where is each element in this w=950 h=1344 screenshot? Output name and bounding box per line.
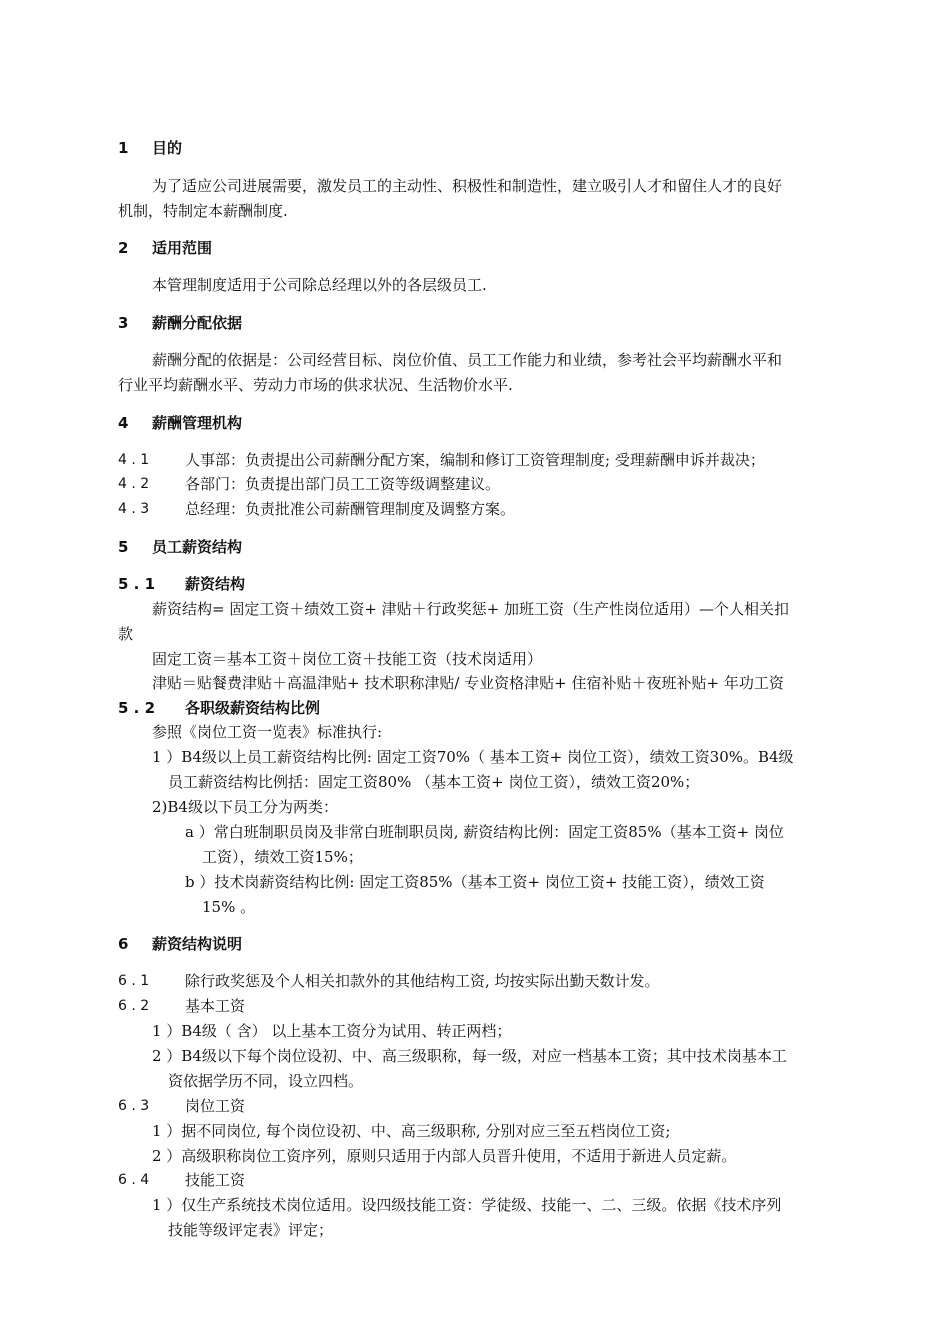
section-3-title: 薪酬分配依据	[152, 314, 243, 332]
formula-line: 固定工资＝基本工资＋岗位工资＋技能工资（技术岗适用）	[152, 650, 543, 668]
list-item: 1 ）B4级（ 含） 以上基本工资分为试用、转正两档；	[152, 1022, 512, 1040]
list-item: 除行政奖惩及个人相关扣款外的其他结构工资, 均按实际出勤天数计发。	[185, 972, 660, 990]
section-6-title: 薪资结构说明	[152, 935, 243, 953]
paragraph: 为了适应公司进展需要，激发员工的主动性、积极性和制造性，建立吸引人才和留住人才的良好	[152, 177, 783, 195]
list-item: 岗位工资	[185, 1097, 246, 1115]
paragraph: 本管理制度适用于公司除总经理以外的各层级员工.	[152, 276, 487, 294]
list-item: 资依据学历不同，设立四档。	[168, 1072, 364, 1090]
subsection-5-2-number: 5 . 2	[118, 699, 156, 717]
paragraph: 15% 。	[202, 898, 256, 916]
item-number: 6 . 3	[118, 1098, 150, 1114]
section-5-title: 员工薪资结构	[152, 538, 243, 556]
section-2-number: 2	[118, 239, 129, 257]
section-6-number: 6	[118, 935, 129, 953]
list-item: 2 ）高级职称岗位工资序列，原则只适用于内部人员晋升使用，不适用于新进人员定薪。	[152, 1147, 737, 1165]
subsection-5-2-title: 各职级薪资结构比例	[185, 699, 321, 717]
section-5-number: 5	[118, 538, 129, 556]
paragraph: 参照《岗位工资一览表》标准执行:	[152, 723, 383, 741]
list-item: 技能等级评定表》评定；	[168, 1221, 334, 1239]
list-item: 2 ）B4级以下每个岗位设初、中、高三级职称，每一级，对应一档基本工资；其中技术岗基本工	[152, 1047, 787, 1065]
item-number: 6 . 4	[118, 1172, 150, 1188]
paragraph: 薪酬分配的依据是：公司经营目标、岗位价值、员工工作能力和业绩，参考社会平均薪酬水平和	[152, 351, 783, 369]
formula-line: 薪资结构= 固定工资＋绩效工资+ 津贴＋行政奖惩+ 加班工资（生产性岗位适用）—个人相关扣	[152, 600, 790, 618]
section-1-title: 目的	[152, 139, 183, 157]
list-item: 总经理：负责批准公司薪酬管理制度及调整方案。	[185, 500, 516, 518]
list-item: 基本工资	[185, 997, 246, 1015]
item-number: 6 . 1	[118, 973, 150, 989]
paragraph: 行业平均薪酬水平、劳动力市场的供求状况、生活物价水平.	[118, 376, 513, 394]
formula-line: 津贴＝贴餐费津贴＋高温津贴+ 技术职称津贴/ 专业资格津贴+ 住宿补贴＋夜班补贴+ 年功工资	[152, 674, 784, 692]
section-4-number: 4	[118, 414, 129, 432]
section-1-number: 1	[118, 139, 129, 157]
item-number: 4 . 3	[118, 501, 150, 517]
paragraph: a ）常白班制职员岗及非常白班制职员岗, 薪资结构比例：固定工资85%（基本工资+ 岗位	[185, 823, 784, 841]
section-2-title: 适用范围	[152, 239, 213, 257]
paragraph: b ）技术岗薪资结构比例: 固定工资85%（基本工资+ 岗位工资+ 技能工资），绩效工资	[185, 873, 765, 891]
section-3-number: 3	[118, 314, 129, 332]
list-item: 人事部：负责提出公司薪酬分配方案，编制和修订工资管理制度; 受理薪酬申诉并裁决；	[185, 451, 765, 469]
subsection-5-1-title: 薪资结构	[185, 575, 246, 593]
paragraph: 机制，特制定本薪酬制度.	[118, 202, 288, 220]
paragraph: 员工薪资结构比例括：固定工资80% （基本工资+ 岗位工资），绩效工资20%；	[168, 773, 700, 791]
paragraph: 1 ）B4级以上员工薪资结构比例: 固定工资70%（ 基本工资+ 岗位工资），绩效工资30%。B4级	[152, 748, 794, 766]
paragraph: 工资），绩效工资15%；	[202, 848, 363, 866]
item-number: 4 . 1	[118, 452, 150, 468]
subsection-5-1-number: 5 . 1	[118, 575, 156, 593]
paragraph: 2)B4级以下员工分为两类：	[152, 798, 338, 816]
item-number: 6 . 2	[118, 998, 150, 1014]
formula-line: 款	[118, 625, 134, 643]
list-item: 技能工资	[185, 1171, 246, 1189]
section-4-title: 薪酬管理机构	[152, 414, 243, 432]
list-item: 1 ）仅生产系统技术岗位适用。设四级技能工资：学徒级、技能一、二、三级。依据《技术序列	[152, 1196, 782, 1214]
list-item: 1 ）据不同岗位, 每个岗位设初、中、高三级职称, 分别对应三至五档岗位工资;	[152, 1122, 671, 1140]
item-number: 4 . 2	[118, 476, 150, 492]
list-item: 各部门：负责提出部门员工工资等级调整建议。	[185, 475, 501, 493]
